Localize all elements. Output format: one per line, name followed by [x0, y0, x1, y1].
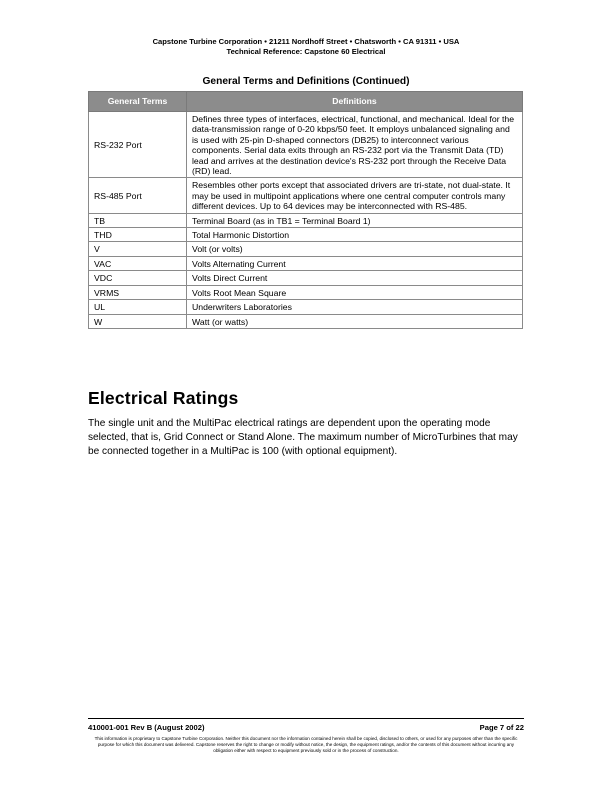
table-row	[89, 256, 523, 270]
table-row	[89, 271, 523, 285]
definition-cell: Total Harmonic Distortion	[187, 228, 523, 242]
term-cell: V	[89, 242, 187, 256]
table-row	[89, 242, 523, 256]
column-header-terms: General Terms	[89, 92, 187, 112]
definition-cell: Underwriters Laboratories	[187, 300, 523, 314]
table-row	[89, 285, 523, 299]
definition-cell: Resembles other ports except that associated drivers are tri-state, not dual-state. It may be used in multipoint applications where one central computer controls many different devices. Up to 64 devices may be interconnected with RS-485.	[187, 178, 523, 213]
header-company-line: Capstone Turbine Corporation • 21211 Nordhoff Street • Chatsworth • CA 91311 • USA	[152, 37, 460, 46]
term-cell: W	[89, 314, 187, 328]
table-row	[89, 300, 523, 314]
header-title-line: Technical Reference: Capstone 60 Electrical	[226, 47, 386, 56]
definition-cell: Volts Direct Current	[187, 271, 523, 285]
footer-page-number: Page 7 of 22	[479, 723, 524, 732]
term-cell: VAC	[89, 256, 187, 270]
table-caption: General Terms and Definitions (Continued)	[202, 76, 410, 87]
term-cell: TB	[89, 213, 187, 227]
section-heading: Electrical Ratings	[88, 388, 239, 408]
table-header-row	[89, 92, 523, 112]
definition-cell: Terminal Board (as in TB1 = Terminal Board 1)	[187, 213, 523, 227]
table-row	[89, 314, 523, 328]
definition-cell: Volts Alternating Current	[187, 256, 523, 270]
definition-cell: Volt (or volts)	[187, 242, 523, 256]
table-row	[89, 213, 523, 227]
term-cell: RS-485 Port	[89, 178, 187, 213]
table-row	[89, 178, 523, 213]
definition-cell: Defines three types of interfaces, electrical, functional, and mechanical. Ideal for the data-transmission range of 0-20 kbps/50 feet. It employs unbalanced signaling and is used with 25-pin D-shaped connectors (DB25) to interconnect various components. Serial data exits through an RS-232 port via the Transmit Data (TD) lead and arrives at the destination device's RS-232 port through the Receive Data (RD) lead.	[187, 112, 523, 178]
footer-divider	[88, 718, 524, 719]
term-cell: VDC	[89, 271, 187, 285]
table-row	[89, 228, 523, 242]
term-cell: RS-232 Port	[89, 112, 187, 178]
footer-legal-notice: This information is proprietary to Capstone Turbine Corporation. Neither this document nor the information contained herein shall be copied, disclosed to others, or used for any purposes other than the specific purpose for which this document was delivered. Capstone reserves the right to change or modify without notice, the design, the equipment ratings, and/or the contents of this document without incurring any obligation either with respect to equipment previously sold or in the process of construction.	[94, 736, 518, 753]
term-cell: VRMS	[89, 285, 187, 299]
definition-cell: Volts Root Mean Square	[187, 285, 523, 299]
term-cell: UL	[89, 300, 187, 314]
footer-document-id: 410001-001 Rev B (August 2002)	[88, 723, 205, 732]
page-header	[0, 37, 612, 57]
terms-table	[88, 91, 523, 329]
table-row	[89, 112, 523, 178]
column-header-definitions: Definitions	[187, 92, 523, 112]
body-paragraph: The single unit and the MultiPac electrical ratings are dependent upon the operating mode selected, that is, Grid Connect or Stand Alone. The maximum number of MicroTurbines that may be connected together in a MultiPac is 100 (with optional equipment).	[88, 418, 518, 457]
term-cell: THD	[89, 228, 187, 242]
definition-cell: Watt (or watts)	[187, 314, 523, 328]
